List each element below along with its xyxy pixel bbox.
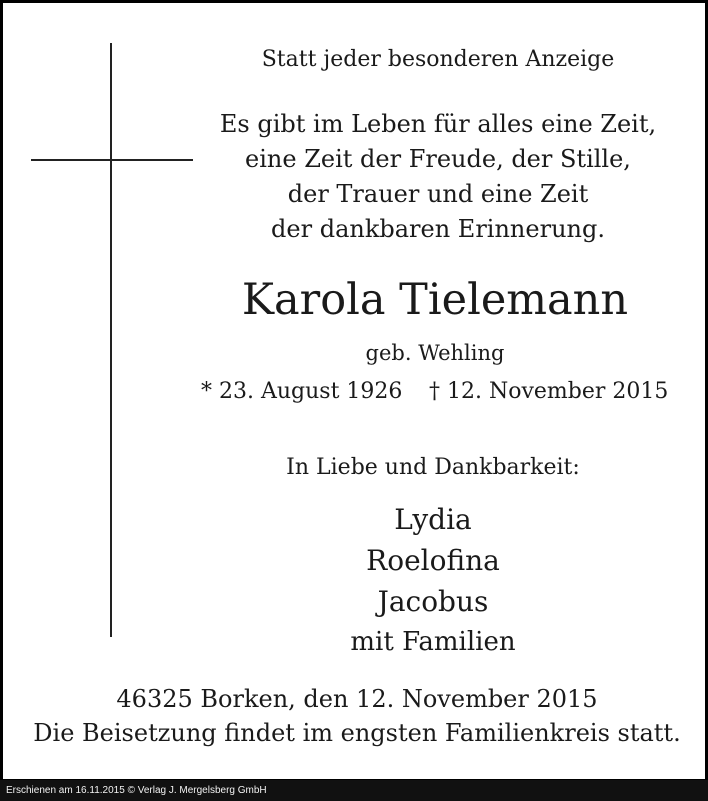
verse-line: der dankbaren Erinnerung. bbox=[271, 215, 605, 243]
place-date: 46325 Borken, den 12. November 2015 bbox=[116, 685, 598, 713]
mourner-name: Jacobus bbox=[377, 585, 489, 618]
verse-line: Es gibt im Leben für alles eine Zeit, bbox=[219, 110, 657, 138]
verse-line: eine Zeit der Freude, der Stille, bbox=[245, 145, 631, 173]
deceased-name: Karola Tielemann bbox=[241, 275, 629, 325]
mourner-name: Lydia bbox=[394, 503, 472, 536]
mourners-list bbox=[283, 499, 583, 663]
burial-note: Die Beisetzung findet im engsten Familienkreis statt. bbox=[33, 719, 681, 747]
notice-heading: Statt jeder besonderen Anzeige bbox=[261, 47, 615, 72]
verse bbox=[203, 107, 673, 247]
cross-vertical-bar bbox=[110, 43, 112, 637]
publication-footer: Erschienen am 16.11.2015 © Verlag J. Mergelsberg GmbH bbox=[0, 780, 708, 801]
mourners-label: In Liebe und Dankbarkeit: bbox=[286, 455, 580, 480]
mourner-name: Roelofina bbox=[366, 544, 500, 577]
maiden-name: geb. Wehling bbox=[365, 341, 505, 365]
birth-date: * 23. August 1926 bbox=[201, 379, 403, 404]
family-note: mit Familien bbox=[350, 627, 516, 657]
death-date: † 12. November 2015 bbox=[429, 379, 669, 404]
verse-line: der Trauer und eine Zeit bbox=[287, 180, 589, 208]
cross-horizontal-bar bbox=[31, 159, 193, 161]
